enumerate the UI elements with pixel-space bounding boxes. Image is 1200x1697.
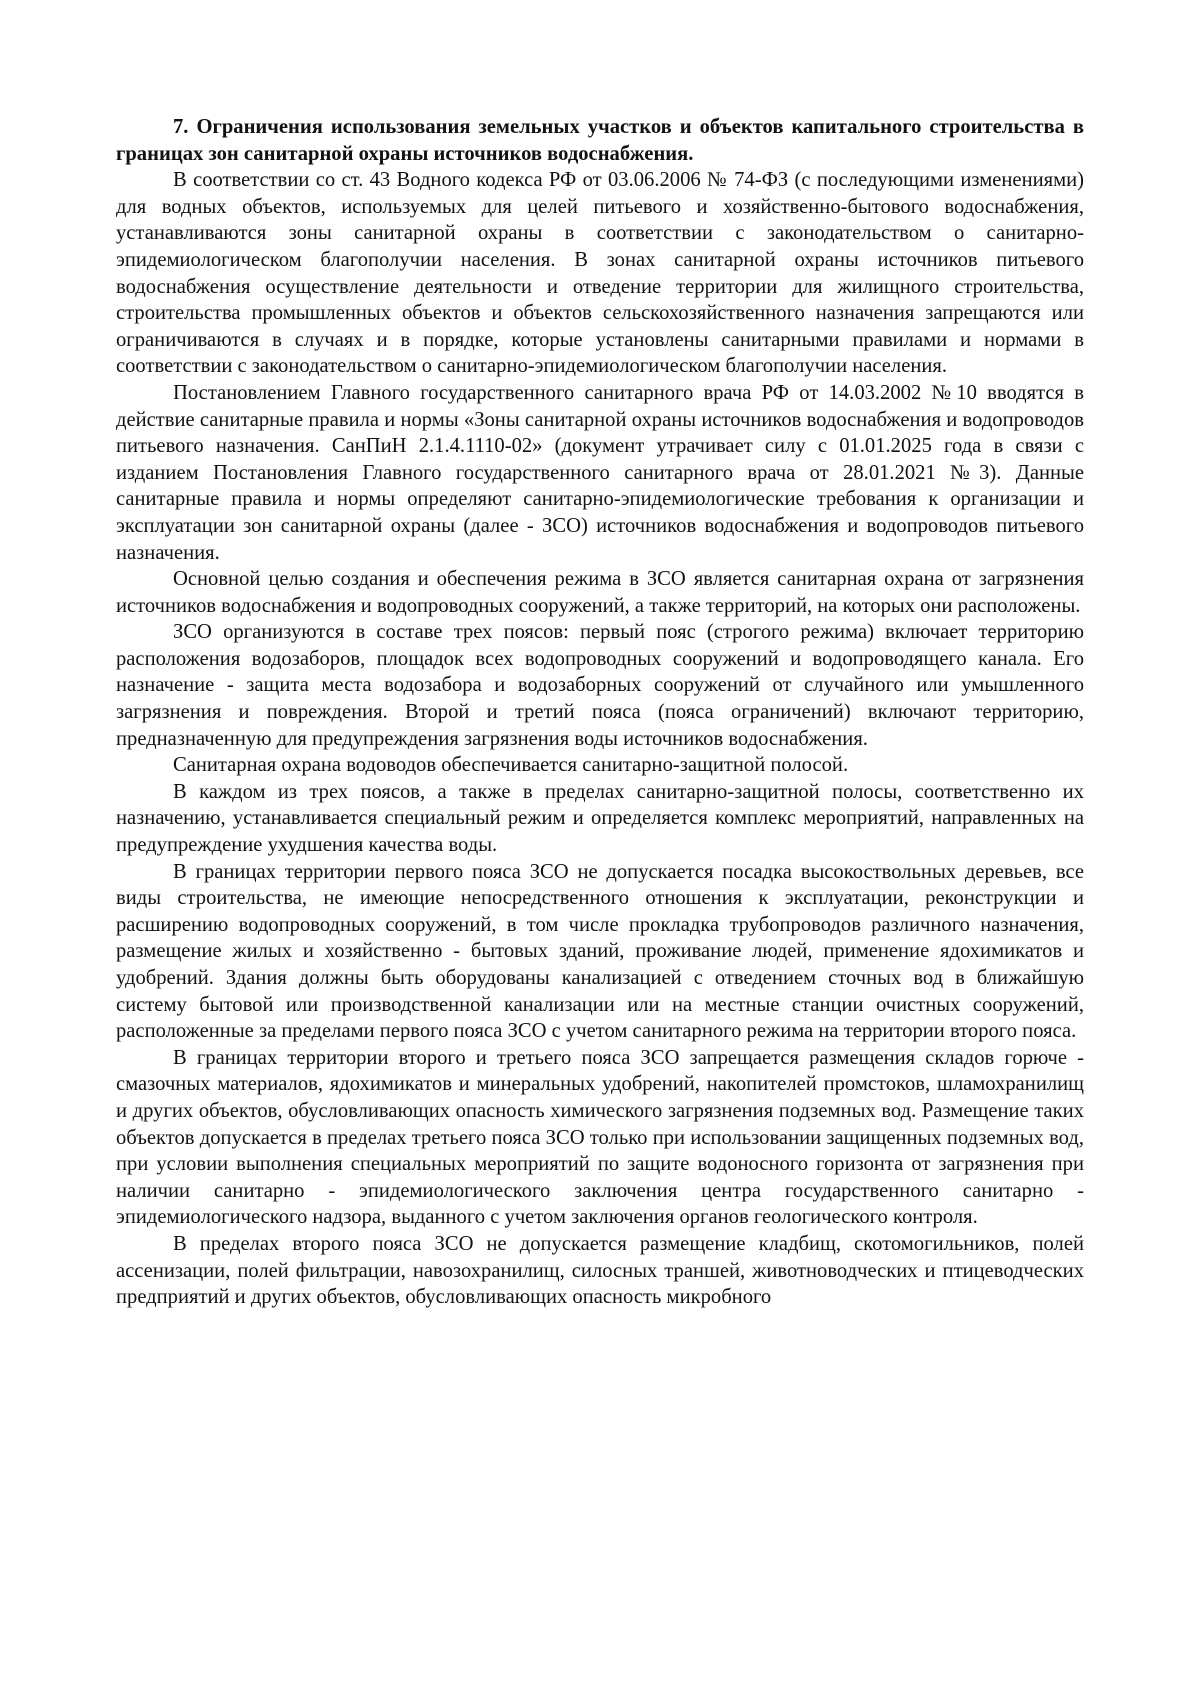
paragraph-first-belt: В границах территории первого пояса ЗСО не допускается посадка высокоствольных деревьев, все виды строительства, не имеющие непосредственного отношения к эксплуатации, реконструкции и расширению водопроводных сооружений, в том числе прокладка трубопроводов различного назначения, размещение жилых и хозяйственно - бытовых зданий, проживание людей, применение ядохимикатов и удобрений. Здания должны быть оборудованы канализацией с отведением сточных вод в ближайшую систему бытовой или производственной канализации или на местные станции очистных сооружений, расположенные за пределами первого пояса ЗСО с учетом санитарного режима на территории второго пояса.	[116, 860, 1084, 1043]
paragraph-zso-belts: ЗСО организуются в составе трех поясов: первый пояс (строгого режима) включает территорию расположения водозаборов, площадок всех водопроводных сооружений и водопроводящего канала. Его назначение - защита места водозабора и водозаборных сооружений от случайного или умышленного загрязнения и повреждения. Второй и третий пояса (пояса ограничений) включают территорию, предназначенную для предупреждения загрязнения воды источников водоснабжения.	[116, 621, 1084, 750]
paragraph-zso-purpose: Основной целью создания и обеспечения режима в ЗСО является санитарная охрана от загрязнения источников водоснабжения и водопроводных сооружений, а также территорий, на которых они расположены.	[116, 568, 1084, 617]
paragraph-protection-strip: Санитарная охрана водоводов обеспечивается санитарно-защитной полосой.	[173, 754, 849, 777]
paragraph-water-code: В соответствии со ст. 43 Водного кодекса РФ от 03.06.2006 № 74-ФЗ (с последующими изменениями) для водных объектов, используемых для целей питьевого и хозяйственно-бытового водоснабжения, устанавливаются зоны санитарной охраны в соответствии с законодательством о санитарно-эпидемиологическом благополучии населения. В зонах санитарной охраны источников питьевого водоснабжения осуществление деятельности и отведение территории для жилищного строительства, строительства промышленных объектов и объектов сельскохозяйственного назначения запрещаются или ограничиваются в случаях и в порядке, которые установлены санитарными правилами и нормами в соответствии с законодательством о санитарно-эпидемиологическом благополучии населения.	[116, 169, 1084, 378]
document-page	[116, 114, 1084, 1311]
section-heading: 7. Ограничения использования земельных участков и объектов капитального строительства в границах зон санитарной охраны источников водоснабжения.	[116, 116, 1084, 165]
paragraph-second-belt: В пределах второго пояса ЗСО не допускается размещение кладбищ, скотомогильников, полей ассенизации, полей фильтрации, навозохранилищ, силосных траншей, животноводческих и птицеводческих предприятий и других объектов, обусловливающих опасность микробного	[116, 1232, 1084, 1309]
paragraph-sanpin-resolution: Постановлением Главного государственного санитарного врача РФ от 14.03.2002 №10 вводятся в действие санитарные правила и нормы «Зоны санитарной охраны источников водоснабжения и водопроводов питьевого назначения. СанПиН 2.1.4.1110-02» (документ утрачивает силу с 01.01.2025 года в связи с изданием Постановления Главного государственного санитарного врача от 28.01.2021 №3). Данные санитарные правила и нормы определяют санитарно-эпидемиологические требования к организации и эксплуатации зон санитарной охраны (далее - ЗСО) источников водоснабжения и водопроводов питьевого назначения.	[116, 381, 1084, 564]
paragraph-special-regime: В каждом из трех поясов, а также в пределах санитарно-защитной полосы, соответственно их назначению, устанавливается специальный режим и определяется комплекс мероприятий, направленных на предупреждение ухудшения качества воды.	[116, 780, 1084, 857]
paragraph-second-third-belt: В границах территории второго и третьего пояса ЗСО запрещается размещения складов горюче - смазочных материалов, ядохимикатов и минеральных удобрений, накопителей промстоков, шламохранилищ и других объектов, обусловливающих опасность химического загрязнения подземных вод. Размещение таких объектов допускается в пределах третьего пояса ЗСО только при использовании защищенных подземных вод, при условии выполнения специальных мероприятий по защите водоносного горизонта от загрязнения при наличии санитарно - эпидемиологического заключения центра государственного санитарно - эпидемиологического надзора, выданного с учетом заключения органов геологического контроля.	[116, 1046, 1084, 1229]
